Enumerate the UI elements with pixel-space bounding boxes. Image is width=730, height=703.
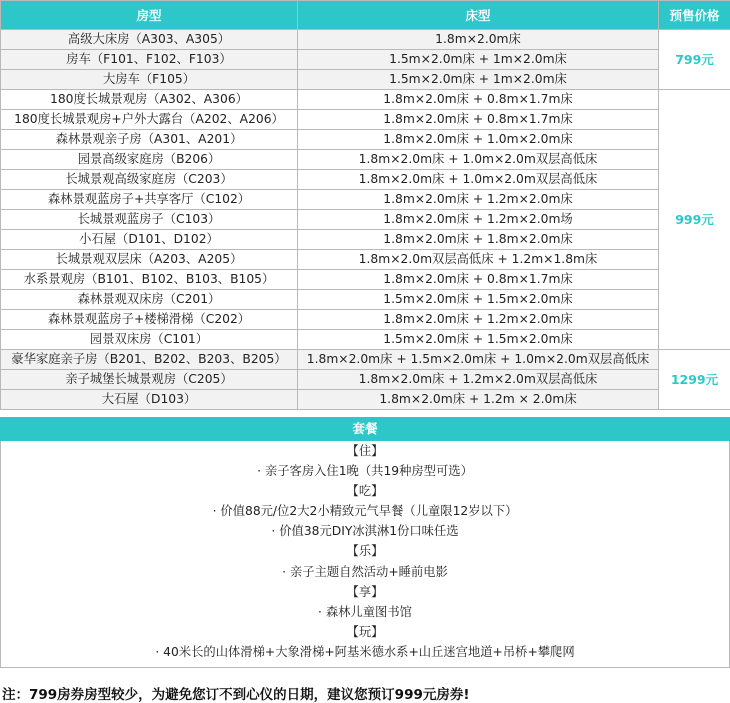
bed-spec: 1.8m×2.0m床 + 0.8m×1.7m床 — [298, 270, 659, 290]
room-name: 长城景观双层床（A203、A205） — [1, 250, 298, 270]
room-name: 园景双床房（C101） — [1, 330, 298, 350]
table-row — [1, 390, 730, 410]
bed-spec: 1.5m×2.0m床 + 1m×2.0m床 — [298, 50, 659, 70]
package-item: · 价值38元DIY冰淇淋1份口味任选 — [271, 524, 459, 539]
bed-spec: 1.8m×2.0m床 + 1.2m×2.0m双层高低床 — [298, 370, 659, 390]
bed-type-header: 床型 — [298, 1, 659, 30]
bed-spec: 1.5m×2.0m床 + 1m×2.0m床 — [298, 70, 659, 90]
bed-spec: 1.8m×2.0m双层高低床 + 1.2m×1.8m床 — [298, 250, 659, 270]
package-details — [0, 441, 730, 668]
table-row — [1, 30, 730, 50]
room-type-header: 房型 — [1, 1, 298, 30]
package-item: · 森林儿童图书馆 — [318, 604, 412, 619]
package-section-play: 【玩】 — [346, 624, 384, 639]
bed-spec: 1.8m×2.0m床 + 1.2m×2.0m场 — [298, 210, 659, 230]
table-header-row — [1, 1, 730, 30]
table-row — [1, 250, 730, 270]
table-row — [1, 90, 730, 110]
bed-spec: 1.8m×2.0m床 + 1.0m×2.0m双层高低床 — [298, 170, 659, 190]
table-row — [1, 150, 730, 170]
table-row — [1, 230, 730, 250]
price-999: 999元 — [659, 90, 730, 350]
price-1299: 1299元 — [659, 350, 730, 410]
table-row — [1, 330, 730, 350]
room-name: 长城景观高级家庭房（C203） — [1, 170, 298, 190]
room-name: 长城景观蓝房子（C103） — [1, 210, 298, 230]
package-header: 套餐 — [0, 417, 730, 441]
room-name: 园景高级家庭房（B206） — [1, 150, 298, 170]
room-name: 森林景观双床房（C201） — [1, 290, 298, 310]
bed-spec: 1.8m×2.0m床 — [298, 30, 659, 50]
table-row — [1, 190, 730, 210]
bed-spec: 1.8m×2.0m床 + 0.8m×1.7m床 — [298, 90, 659, 110]
package-section-stay: 【住】 — [346, 444, 384, 458]
bed-spec: 1.8m×2.0m床 + 1.0m×2.0m床 — [298, 130, 659, 150]
room-name: 豪华家庭亲子房（B201、B202、B203、B205） — [1, 350, 298, 370]
table-row — [1, 350, 730, 370]
bed-spec: 1.8m×2.0m床 + 1.2m×2.0m床 — [298, 190, 659, 210]
room-name: 森林景观亲子房（A301、A201） — [1, 130, 298, 150]
room-name: 大房车（F105） — [1, 70, 298, 90]
package-section-fun: 【乐】 — [346, 544, 384, 559]
package-item: · 价值88元/位2大2小精致元气早餐（儿童限12岁以下） — [212, 504, 518, 519]
package-item: · 亲子主题自然活动+睡前电影 — [282, 564, 448, 579]
room-name: 森林景观蓝房子+楼梯滑梯（C202） — [1, 310, 298, 330]
bed-spec: 1.8m×2.0m床 + 1.2m × 2.0m床 — [298, 390, 659, 410]
table-row — [1, 130, 730, 150]
table-row — [1, 50, 730, 70]
table-row — [1, 290, 730, 310]
bed-spec: 1.8m×2.0m床 + 0.8m×1.7m床 — [298, 110, 659, 130]
bed-spec: 1.5m×2.0m床 + 1.5m×2.0m床 — [298, 290, 659, 310]
package-item: · 40米长的山体滑梯+大象滑梯+阿基米德水系+山丘迷宫地道+吊桥+攀爬网 — [155, 644, 575, 659]
package-item: · 亲子客房入住1晚（共19种房型可选） — [257, 464, 473, 479]
room-name: 水系景观房（B101、B102、B103、B105） — [1, 270, 298, 290]
bed-spec: 1.8m×2.0m床 + 1.5m×2.0m床 + 1.0m×2.0m双层高低床 — [298, 350, 659, 370]
room-name: 房车（F101、F102、F103） — [1, 50, 298, 70]
table-row — [1, 170, 730, 190]
bed-spec: 1.5m×2.0m床 + 1.5m×2.0m床 — [298, 330, 659, 350]
table-row — [1, 310, 730, 330]
presale-price-header: 预售价格 — [659, 1, 730, 30]
room-name: 亲子城堡长城景观房（C205） — [1, 370, 298, 390]
table-row — [1, 370, 730, 390]
price-799: 799元 — [659, 30, 730, 90]
table-row — [1, 210, 730, 230]
room-name: 180度长城景观房+户外大露台（A202、A206） — [1, 110, 298, 130]
bed-spec: 1.8m×2.0m床 + 1.8m×2.0m床 — [298, 230, 659, 250]
room-name: 180度长城景观房（A302、A306） — [1, 90, 298, 110]
footnote: 注：799房券房型较少，为避免您订不到心仪的日期，建议您预订999元房券! — [2, 687, 470, 703]
bed-spec: 1.8m×2.0m床 + 1.0m×2.0m双层高低床 — [298, 150, 659, 170]
package-section-eat: 【吃】 — [346, 484, 384, 499]
table-row — [1, 70, 730, 90]
table-row — [1, 270, 730, 290]
bed-spec: 1.8m×2.0m床 + 1.2m×2.0m床 — [298, 310, 659, 330]
package-section-enjoy: 【享】 — [346, 584, 384, 599]
room-name: 小石屋（D101、D102） — [1, 230, 298, 250]
room-name: 大石屋（D103） — [1, 390, 298, 410]
table-row — [1, 110, 730, 130]
room-name: 高级大床房（A303、A305） — [1, 30, 298, 50]
room-name: 森林景观蓝房子+共享客厅（C102） — [1, 190, 298, 210]
